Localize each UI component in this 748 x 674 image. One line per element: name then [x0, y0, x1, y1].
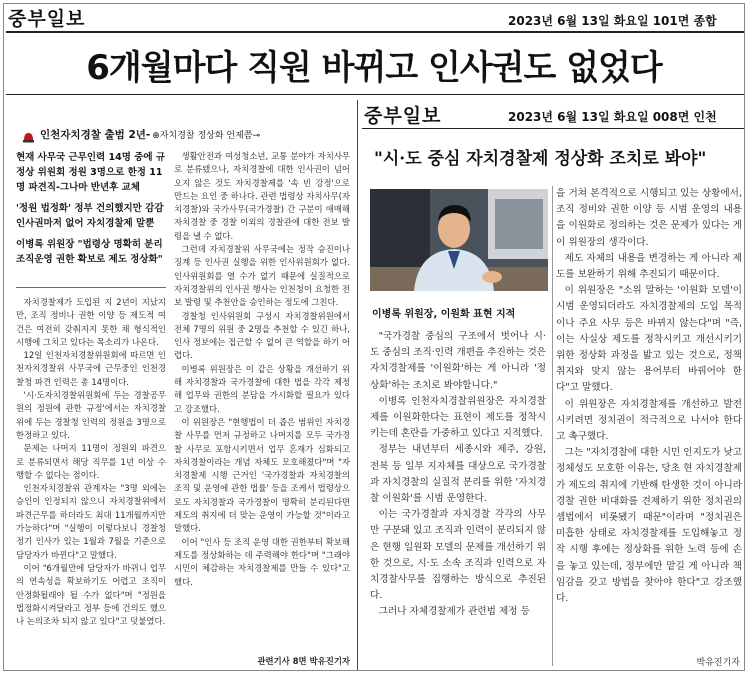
paragraph: 경찰청 인사위원회 구성시 자치경찰위원에서 전체 7명의 위원 중 2명을 추천할 수 있긴 하나, 인사 정보에는 접근할 수 없어 큰 역할을 하기 어렵다. [174, 310, 350, 361]
paragraph: 자치경찰제가 도입된 지 2년이 지났지만, 조직 정비나 권한 이양 등 제도적 여건은 여전히 갖춰지지 못한 채 형식적인 시행에 그치고 있다는 목소리가 나온다. [16, 297, 166, 347]
paragraph: 12일 인천자치경찰위원회에 따르면 인천자치경찰위 사무국에 근무중인 인천경찰청 파견 인력은 총 14명이다. [16, 350, 166, 387]
interview-photo [370, 189, 548, 291]
headline-rule [6, 94, 744, 95]
police-light-icon [22, 128, 35, 141]
paragraph: 제도 자체의 내용을 변경하는 게 아니라 제도를 보완하기 위해 추진되기 때문이다. [556, 252, 742, 281]
left-headline: 6개월마다 직원 바뀌고 인사권도 없었다 [86, 48, 662, 88]
paragraph: 정부는 내년부터 세종시와 제주, 강원, 전북 등 일부 지자체를 대상으로 국가경찰과 자치경찰의 실질적 분리를 위한 '자치경찰 이원화'를 시범 운영한다. [370, 444, 546, 505]
paragraph: 이 위원장은 자치경찰제를 개선하고 발전시키려면 정치권이 적극적으로 나서야 한다고 촉구했다. [556, 398, 742, 443]
paragraph: 문제는 나머지 11명이 정원외 파견으로 분류되면서 해당 직무를 1년 이상 수행할 수 없다는 점이다. [16, 443, 166, 480]
paragraph: 그러나 자체경찰제가 관련법 제정 등 [378, 606, 530, 618]
paragraph: 그런데 자치경찰위 사무국에는 정작 승진이나 징계 등 인사권 실행을 위한 인사위원회가 없다. 인사위원회를 열 수가 없기 때문에 실질적으로 자치경찰위의 인사권 행사는 인천청이 요청한 전보 발령 및 추천안을 승인하는 정도에 그친다. [174, 244, 350, 308]
kicker-series: ⊕자치경찰 정상화 언제쯤⊸ [152, 130, 261, 141]
kicker [22, 125, 260, 143]
right-column-1 [370, 329, 546, 666]
subhead-1: 현재 사무국 근무인력 14명 중에 규정상 위원회 정원 3명으로 한정 11명 파견직-그나마 반년후 교체 [16, 152, 166, 193]
right-column-2 [556, 186, 742, 654]
paragraph: 이병록 위원장은 이 같은 상황을 개선하기 위해 자치경찰과 국가경찰에 대한 법을 각각 제정해 업무와 권한의 분담을 가시화할 필요가 있다고 강조했다. [174, 363, 350, 414]
left-masthead: 중부일보 [8, 8, 86, 30]
paragraph: 인천자치경찰위 관계자는 "3명 외에는 승인이 인정되지 않으니 자치경찰위에서 파견근무를 하더라도 최대 11개월까지만 가능하다"며 "실행이 이렇다보니 경찰청 정기 인사가 있는 1월과 7월을 기준으로 담당자가 바뀐다"고 말했다. [16, 483, 166, 560]
right-top-rule [362, 128, 744, 129]
paragraph: 이 위원장은 "현행법이 더 좁은 범위인 자치경찰 사무를 먼저 규정하고 나머지를 모두 국가경찰 사무로 포함시키면서 업무 혼재가 심화되고 자치경찰이라는 개념 자체도 모호해졌다"며 "자치경찰제 시행 근거인 '국가경찰과 자치경찰의 조직 및 운영에 관한 법률' 등을 조케서 법령상으로도 자치경찰과 국가경찰이 명확히 분리된다면 제도의 취지에 더 맞는 운영이 가능할 것"이라고 말했다. [174, 416, 350, 534]
kicker-label: 인천자치경찰 출범 2년- [40, 128, 151, 141]
right-headline: "시·도 중심 자치경찰제 정상화 조치로 봐야" [374, 149, 707, 169]
paragraph: 이 위원장은 "소위 말하는 '이원화 모델'이 시범 운영되더라도 자치경찰제의 도입 목적이나 주요 사무 등은 바뀌지 않는다"며 "즉, 이는 사실상 제도를 정착시키고 개선시키기 위한 정상화 과정을 밟고 있는 것으로, 정책 취지와 맞지 않는 용어부터 바꿔어야 한다"고 말했다. [556, 285, 742, 394]
subhead-rule [16, 287, 166, 288]
left-subheads [16, 150, 166, 273]
paragraph: 이어 "6개월만에 담당자가 바뀌니 업무의 연속성을 확보하기도 어렵고 조직이 안정화될래야 될 수가 없다"며 "정원을 법정화시켜달라고 정부 등에 건의도 했으나 논의조차 되지 않고 있다"고 덧붙였다. [16, 562, 166, 627]
paragraph: "국가경찰 중심의 구조에서 벗어나 시·도 중심의 조직·인력 개편을 추진하는 것은 자치경찰제를 '이원화'하는 게 아니라 '정상화'하는 조치로 봐야합니다." [370, 331, 546, 391]
paragraph: 이병록 인천자치경찰위원장은 자치경찰제를 이원화한다는 표현이 제도를 정착시키는데 혼란을 가중하고 있다고 지적했다. [370, 395, 546, 440]
right-byline: 박유진기자 [696, 658, 740, 668]
left-byline: 관련기사 8면 박유진기자 [257, 656, 350, 666]
clip-divider [357, 100, 358, 670]
right-column-divider [552, 186, 553, 666]
paragraph: 그는 "자치경찰에 대한 시민 인지도가 낮고 정체성도 모호한 이유는, 당초 현 자치경찰제가 제도의 취지에 기반해 탄생한 것이 아니라 경찰 권한 비대화를 견제하기 위한 정치권의 셈법에서 비롯됐기 때문"이라며 "정치권은 미흡한 상태로 자치경찰제를 도입해놓고 정작 시행 후에는 정상화를 위한 노력 등에 손을 놓고 있는데, 정부에만 맡길 게 아니라 책임감을 갖고 방법을 찾아야 한다"고 강조했다. [556, 447, 742, 605]
photo-caption: 이병록 위원장, 이원화 표현 지적 [372, 309, 516, 320]
top-rule [6, 31, 744, 33]
paragraph: '시·도자치경찰위원회에 두는 경찰공무원의 정원에 관한 규정'에서는 자치경찰위에 두는 경찰청 인력의 정원을 3명으로 한정하고 있다. [16, 390, 166, 440]
paragraph: 이어 "인사 등 조직 운영 대한 권한부터 확보해 제도를 정상화하는 데 주력해야 한다"며 "그래야 시민이 체감하는 자치경찰제를 만들 수 있다"고 했다. [174, 536, 350, 587]
subhead-2: '정원 법정화' 정부 건의했지만 감감 인사권마저 없어 자치경찰제 말뿐 [16, 203, 164, 229]
right-masthead: 중부일보 [364, 105, 442, 127]
paragraph: 을 거쳐 본격적으로 시행되고 있는 상황에서, 조직 정비와 권한 이양 등 시범 운영의 내용을 이원화로 정의하는 것은 문제가 있다는 게 이 위원장의 생각이다. [556, 188, 742, 248]
subhead-3: 이병록 위원장 "법령상 명확히 분리 조직운영 권한 확보로 제도 정상화" [16, 239, 163, 265]
right-date-line: 2023년 6월 13일 화요일 008면 인천 [508, 110, 717, 124]
left-column-1 [16, 296, 166, 668]
left-column-2 [174, 150, 350, 652]
left-date-line: 2023년 6월 13일 화요일 101면 종합 [508, 14, 717, 28]
paragraph: 생활안전과 여성청소년, 교통 분야가 자치사무로 분류됐으나, 자치경찰에 대한 인사권이 넘어오지 않은 것도 자치경찰제를 '속 빈 강정'으로 만드는 요인 중 하나다. 관련 법령상 자치사무(자치경찰)와 국가사무(국가경찰) 간 구분이 애매해 자치경찰 중 경찰 이외의 경찰관에 대한 전보 발령을 낼 수 없다. [174, 151, 350, 241]
paragraph: 이는 국가경찰과 자치경찰 각각의 사무만 구분돼 있고 조직과 인력이 분리되지 않은 현행 일원화 모델의 문제를 개선하기 위한 것으로, 시·도 소속 조직과 인력으로 자치경찰사무를 집행하는 방식으로 추진된다. [370, 509, 546, 602]
